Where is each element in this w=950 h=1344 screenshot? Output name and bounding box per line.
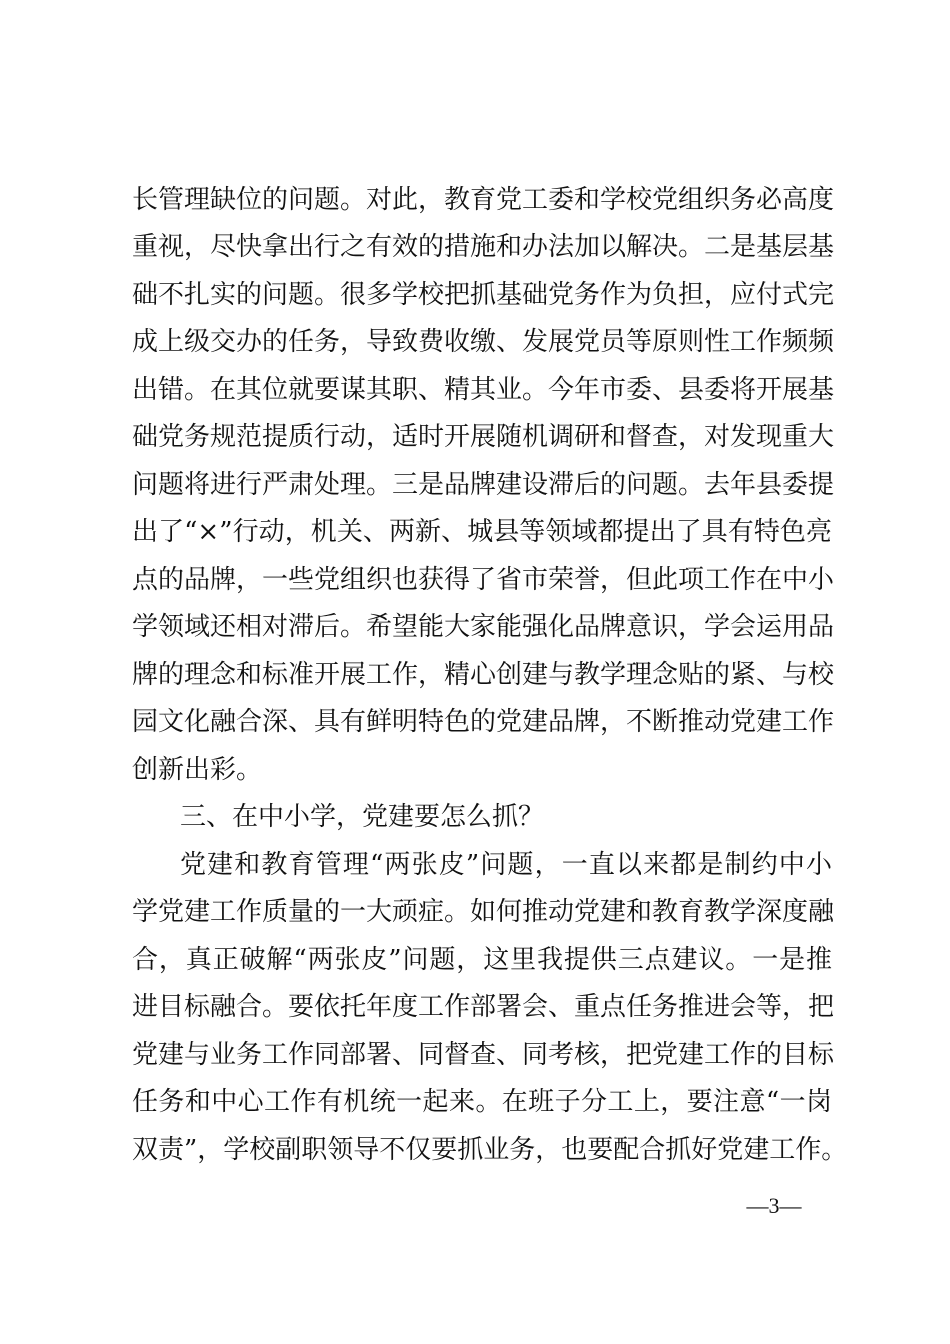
paragraph-line: 出了“×”行动，机关、两新、城县等领域都提出了具有特色亮 <box>132 517 832 547</box>
paragraph-line: 础党务规范提质行动，适时开展随机调研和督查，对发现重大 <box>132 422 835 452</box>
paragraph-line: 党建和教育管理“两张皮”问题，一直以来都是制约中小 <box>180 850 832 880</box>
paragraph-line: 重视，尽快拿出行之有效的措施和办法加以解决。二是基层基 <box>132 232 835 262</box>
section-heading: 三、在中小学，党建要怎么抓？ <box>180 802 545 832</box>
paragraph-line: 成上级交办的任务，导致费收缴、发展党员等原则性工作频频 <box>132 327 835 357</box>
paragraph-line: 学党建工作质量的一大顽症。如何推动党建和教育教学深度融 <box>132 897 835 927</box>
paragraph-line: 长管理缺位的问题。对此，教育党工委和学校党组织务必高度 <box>132 185 835 215</box>
paragraph-line: 点的品牌，一些党组织也获得了省市荣誉，但此项工作在中小 <box>132 565 835 595</box>
paragraph-line: 创新出彩。 <box>132 755 263 785</box>
page-number: —3— <box>746 1193 802 1218</box>
paragraph-line: 任务和中心工作有机统一起来。在班子分工上，要注意“一岗 <box>132 1087 832 1117</box>
paragraph-line: 础不扎实的问题。很多学校把抓基础党务作为负担，应付式完 <box>132 280 835 310</box>
paragraph-line: 出错。在其位就要谋其职、精其业。今年市委、县委将开展基 <box>132 375 835 405</box>
paragraph-line: 双责”，学校副职领导不仅要抓业务，也要配合抓好党建工作。 <box>132 1135 848 1165</box>
paragraph-line: 合，真正破解“两张皮”问题，这里我提供三点建议。一是推 <box>132 945 832 975</box>
paragraph-line: 学领域还相对滞后。希望能大家能强化品牌意识，学会运用品 <box>132 612 835 642</box>
paragraph-line: 牌的理念和标准开展工作，精心创建与教学理念贴的紧、与校 <box>132 660 835 690</box>
paragraph-line: 问题将进行严肃处理。三是品牌建设滞后的问题。去年县委提 <box>132 470 835 500</box>
paragraph-line: 进目标融合。要依托年度工作部署会、重点任务推进会等，把 <box>132 992 835 1022</box>
paragraph-line: 园文化融合深、具有鲜明特色的党建品牌，不断推动党建工作 <box>132 707 835 737</box>
paragraph-line: 党建与业务工作同部署、同督查、同考核，把党建工作的目标 <box>132 1040 835 1070</box>
